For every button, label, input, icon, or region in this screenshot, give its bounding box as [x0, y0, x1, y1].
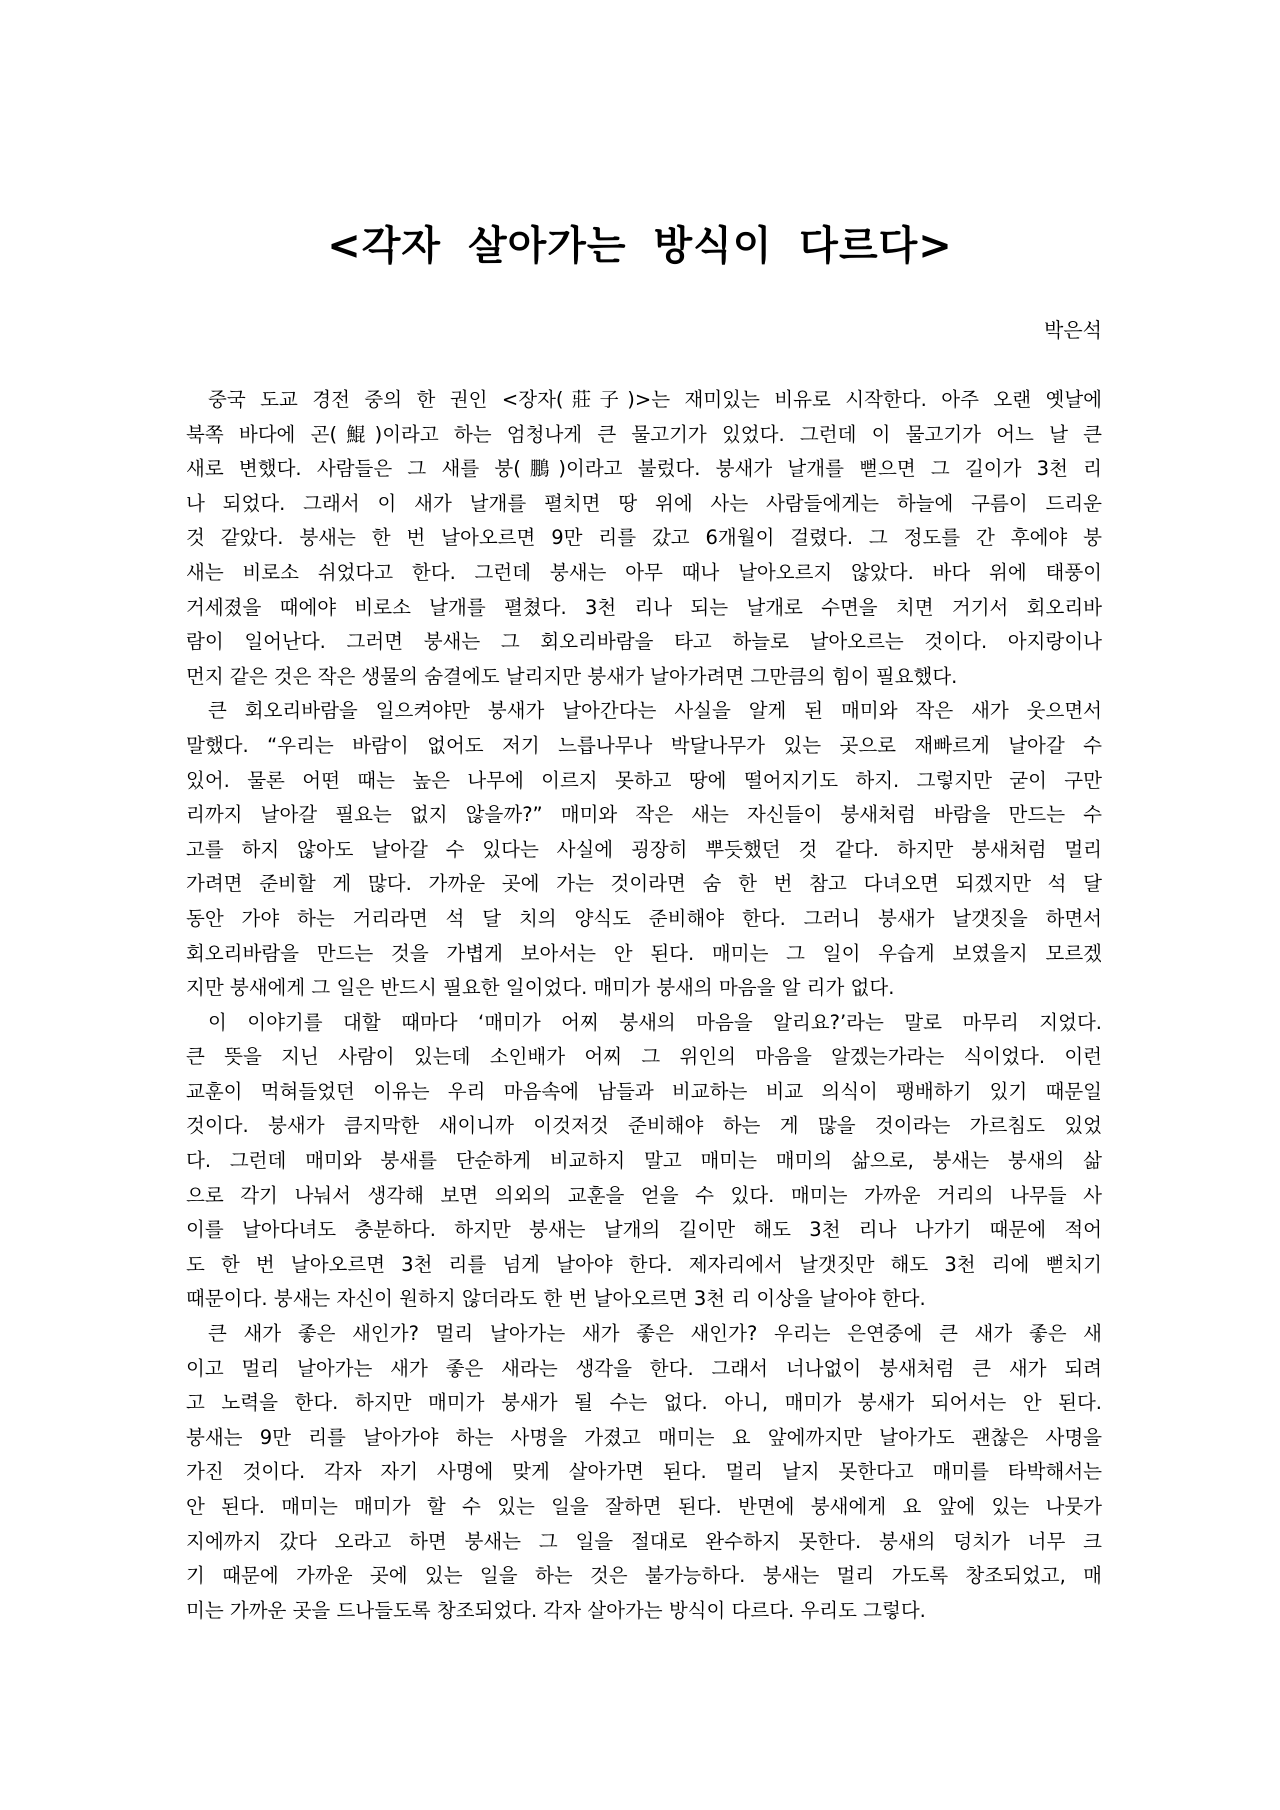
- text-line: 기 때문에 가까운 곳에 있는 일을 하는 것은 불가능하다. 붕새는 멀리 가도록 창조되었고, 매: [186, 1564, 1102, 1588]
- text-line: 것 같았다. 붕새는 한 번 날아오르면 9만 리를 갔고 6개월이 걸렸다. 그 정도를 간 후에야 붕: [186, 526, 1102, 550]
- text-line: 지만 붕새에게 그 일은 반드시 필요한 일이었다. 매미가 붕새의 마음을 알 리가 없다.: [186, 976, 895, 1000]
- text-line: 때문이다. 붕새는 자신이 원하지 않더라도 한 번 날아오르면 3천 리 이상을 날아야 한다.: [186, 1287, 926, 1311]
- text-line: 있어. 물론 어떤 때는 높은 나무에 이르지 못하고 땅에 떨어지기도 하지. 그렇지만 굳이 구만: [186, 768, 1102, 792]
- text-line: 것이다. 붕새가 큼지막한 새이니까 이것저것 준비해야 하는 게 많을 것이라는 가르침도 있었: [186, 1114, 1102, 1138]
- paragraph: [186, 694, 1102, 1005]
- text-line: 새로 변했다. 사람들은 그 새를 붕(鵬)이라고 불렀다. 붕새가 날개를 뻗으면 그 길이가 3천 리: [186, 457, 1102, 481]
- text-line: 미는 가까운 곳을 드나들도록 창조되었다. 각자 살아가는 방식이 다르다. 우리도 그렇다.: [186, 1598, 926, 1622]
- text-line: 가진 것이다. 각자 자기 사명에 맞게 살아가면 된다. 멀리 날지 못한다고 매미를 타박해서는: [186, 1460, 1102, 1484]
- text-line: 람이 일어난다. 그러면 붕새는 그 회오리바람을 타고 하늘로 날아오르는 것이다. 아지랑이나: [186, 630, 1102, 654]
- text-line: 붕새는 9만 리를 날아가야 하는 사명을 가졌고 매미는 요 앞에까지만 날아가도 괜찮은 사명을: [186, 1425, 1102, 1449]
- text-line: 큰 회오리바람을 일으켜야만 붕새가 날아간다는 사실을 알게 된 매미와 작은 새가 웃으면서: [208, 699, 1102, 723]
- document-title: <각자 살아가는 방식이 다르다>: [327, 223, 953, 269]
- text-line: 중국 도교 경전 중의 한 권인 <장자(莊子)>는 재미있는 비유로 시작한다. 아주 오랜 옛날에: [208, 388, 1102, 411]
- paragraph: [186, 1317, 1102, 1628]
- text-line: 고를 하지 않아도 날아갈 수 있다는 사실에 굉장히 뿌듯했던 것 같다. 하지만 붕새처럼 멀리: [186, 837, 1102, 861]
- paragraph: [186, 1006, 1102, 1317]
- author-name: 박은석: [1044, 318, 1102, 342]
- text-line: 동안 가야 하는 거리라면 석 달 치의 양식도 준비해야 한다. 그러니 붕새가 날갯짓을 하면서: [186, 906, 1102, 930]
- text-line: 가려면 준비할 게 많다. 가까운 곳에 가는 것이라면 숨 한 번 참고 다녀오면 되겠지만 석 달: [186, 872, 1102, 896]
- text-line: 거세졌을 때에야 비로소 날개를 펼쳤다. 3천 리나 되는 날개로 수면을 치면 거기서 회오리바: [186, 595, 1102, 619]
- text-line: 이를 날아다녀도 충분하다. 하지만 붕새는 날개의 길이만 해도 3천 리나 나가기 때문에 적어: [186, 1218, 1102, 1242]
- text-line: 교훈이 먹혀들었던 이유는 우리 마음속에 남들과 비교하는 비교 의식이 팽배하기 있기 때문일: [186, 1079, 1102, 1103]
- text-line: 새는 비로소 쉬었다고 한다. 그런데 붕새는 아무 때나 날아오르지 않았다. 바다 위에 태풍이: [186, 560, 1102, 584]
- text-line: 지에까지 갔다 오라고 하면 붕새는 그 일을 절대로 완수하지 못한다. 붕새의 덩치가 너무 크: [186, 1529, 1102, 1553]
- text-line: 고 노력을 한다. 하지만 매미가 붕새가 될 수는 없다. 아니, 매미가 붕새가 되어서는 안 된다.: [186, 1391, 1102, 1415]
- text-line: 먼지 같은 것은 작은 생물의 숨결에도 날리지만 붕새가 날아가려면 그만큼의 힘이 필요했다.: [186, 664, 958, 688]
- paragraph: [186, 383, 1102, 694]
- text-line: 도 한 번 날아오르면 3천 리를 넘게 날아야 한다. 제자리에서 날갯짓만 해도 3천 리에 뻗치기: [186, 1252, 1102, 1276]
- text-line: 말했다. “우리는 바람이 없어도 저기 느릅나무나 박달나무가 있는 곳으로 재빠르게 날아갈 수: [186, 733, 1102, 757]
- text-line: 리까지 날아갈 필요는 없지 않을까?” 매미와 작은 새는 자신들이 붕새처럼 바람을 만드는 수: [186, 803, 1102, 827]
- text-line: 북쪽 바다에 곤(鯤)이라고 하는 엄청나게 큰 물고기가 있었다. 그런데 이 물고기가 어느 날 큰: [186, 422, 1102, 446]
- text-line: 이 이야기를 대할 때마다 ‘매미가 어찌 붕새의 마음을 알리요?’라는 말로 마무리 지었다.: [208, 1010, 1102, 1034]
- text-line: 안 된다. 매미는 매미가 할 수 있는 일을 잘하면 된다. 반면에 붕새에게 요 앞에 있는 나뭇가: [186, 1495, 1102, 1518]
- text-line: 회오리바람을 만드는 것을 가볍게 보아서는 안 된다. 매미는 그 일이 우습게 보였을지 모르겠: [186, 941, 1102, 965]
- text-line: 큰 뜻을 지닌 사람이 있는데 소인배가 어찌 그 위인의 마음을 알겠는가라는 식이었다. 이런: [186, 1045, 1102, 1069]
- text-line: 이고 멀리 날아가는 새가 좋은 새라는 생각을 한다. 그래서 너나없이 붕새처럼 큰 새가 되려: [186, 1356, 1102, 1380]
- text-line: 으로 각기 나눠서 생각해 보면 의외의 교훈을 얻을 수 있다. 매미는 가까운 거리의 나무들 사: [186, 1183, 1102, 1207]
- text-line: 나 되었다. 그래서 이 새가 날개를 펼치면 땅 위에 사는 사람들에게는 하늘에 구름이 드리운: [186, 491, 1102, 515]
- document-body: [186, 383, 1102, 1628]
- text-line: 큰 새가 좋은 새인가? 멀리 날아가는 새가 좋은 새인가? 우리는 은연중에 큰 새가 좋은 새: [208, 1322, 1102, 1346]
- text-line: 다. 그런데 매미와 붕새를 단순하게 비교하지 말고 매미는 매미의 삶으로, 붕새는 붕새의 삶: [186, 1149, 1102, 1173]
